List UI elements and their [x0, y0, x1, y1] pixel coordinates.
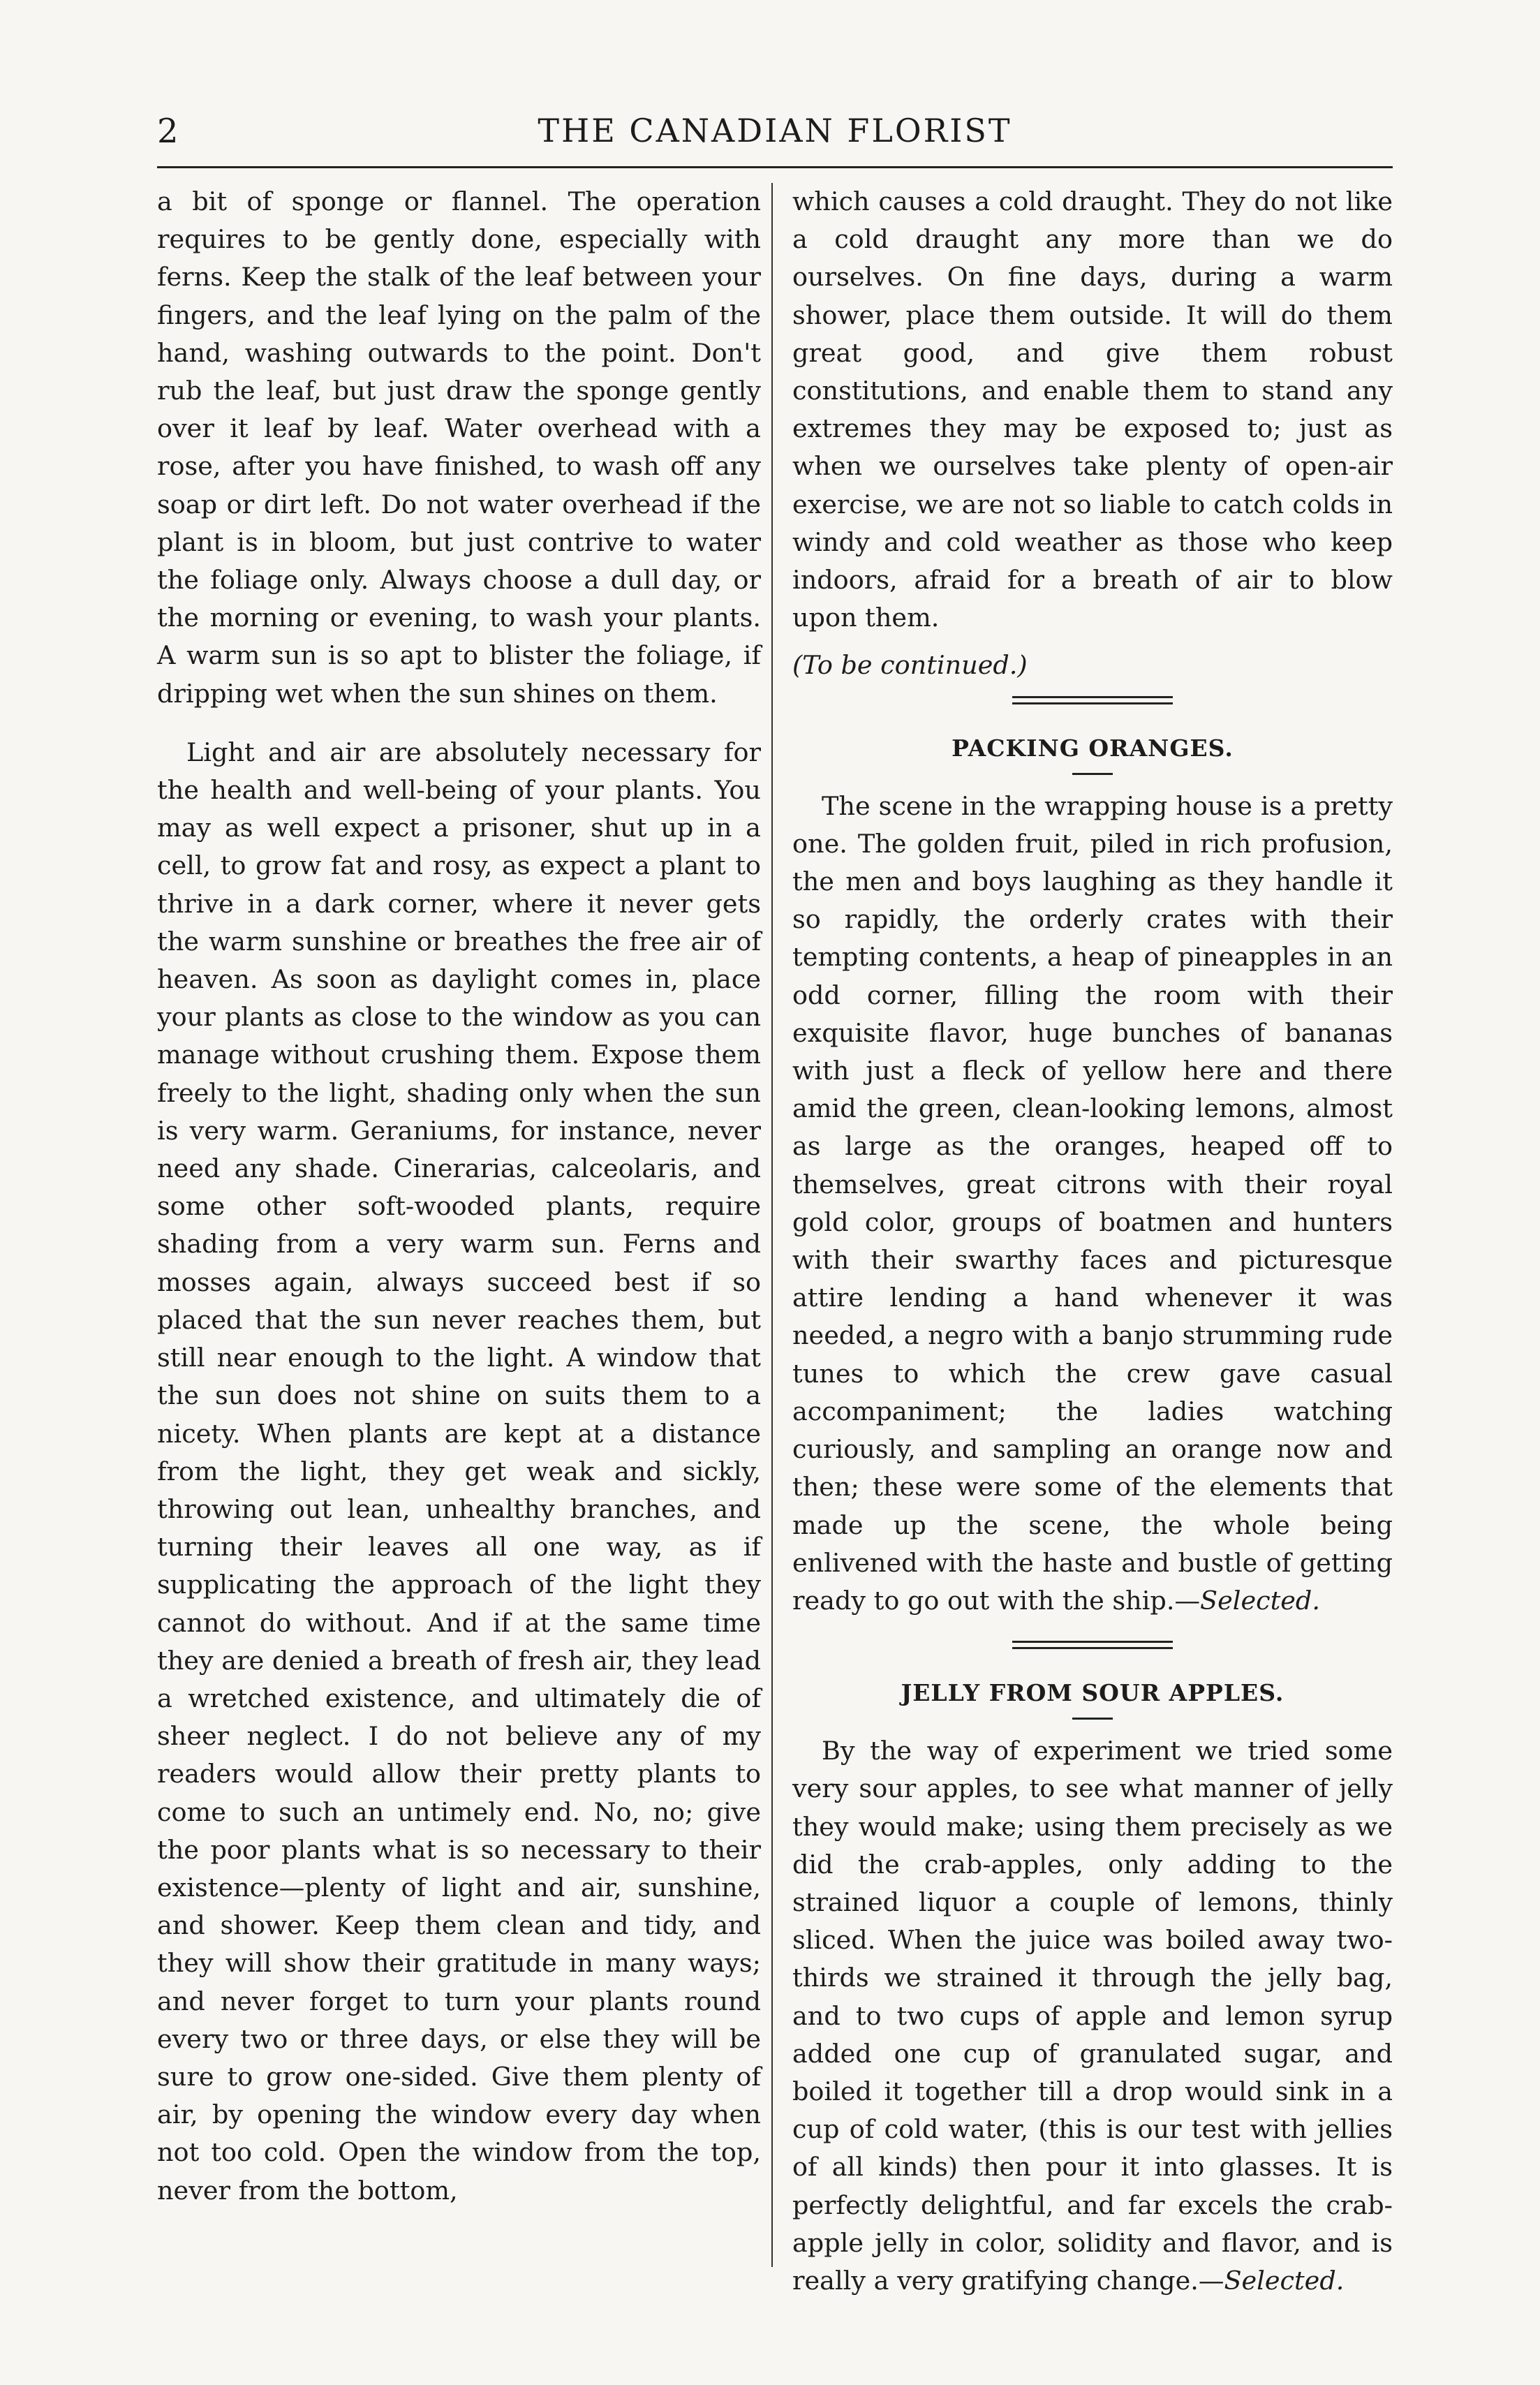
jelly-source: Selected. [1224, 2265, 1345, 2296]
packing-oranges-source: Selected. [1200, 1585, 1320, 1616]
journal-title: THE CANADIAN FLORIST [538, 112, 1012, 149]
jelly-text [792, 1732, 1393, 2300]
page-number: 2 [157, 112, 179, 151]
section-separator [1012, 1641, 1173, 1649]
continued-note: (To be continued.) [792, 650, 1028, 681]
jelly-title: JELLY FROM SOUR APPLES. [901, 1679, 1284, 1707]
packing-oranges-text [792, 788, 1393, 1620]
right-column [792, 183, 1393, 2300]
packing-oranges-body: The scene in the wrapping house is a pretty one. The golden fruit, piled in rich profusion, the men and boys laughing as they handle it so rapidly, the orderly crates with their tempting contents, a heap of pineapples in an odd corner, filling the room with their exquisite flavor, huge bunches of bananas with just a fleck of yellow here and there amid the green, clean-looking lemons, almost as large as the oranges, heaped off to themselves, great citrons with their royal gold color, groups of boatmen and hunters with their swarthy faces and picturesque attire lending a hand whenever it was needed, a negro with a banjo strumming rude tunes to which the crew gave casual accompaniment; the ladies watching curiously, and sampling an orange now and then; these were some of the elements that made up the scene, the whole being enlivened with the haste and bustle of getting ready to go out with the ship.— [792, 790, 1393, 1616]
right-paragraph-1: which causes a cold draught. They do not like a cold draught any more than we do ourselves. On fine days, during a warm shower, place them outside. It will do them great good, and give them robust constitutions, and enable them to stand any extremes they may be exposed to; just as when we ourselves take plenty of open-air exercise, we are not so liable to catch colds in windy and cold weather as those who keep indoors, afraid for a breath of air to blow upon them. [792, 186, 1393, 633]
jelly-body: By the way of experiment we tried some very sour apples, to see what manner of jelly they would make; using them precisely as we did the crab-apples, only adding to the strained liquor a couple of lemons, thinly sliced. When the juice was boiled away two-thirds we strained it through the jelly bag, and to two cups of apple and lemon syrup added one cup of granulated sugar, and boiled it together till a drop would sink in a cup of cold water, (this is our test with jellies of all kinds) then pour it into glasses. It is perfectly delightful, and far excels the crab-apple jelly in color, solidity and flavor, and is really a very gratifying change.— [792, 1736, 1393, 2296]
page-header [157, 105, 1393, 161]
left-column [157, 183, 761, 2210]
column-divider [771, 183, 773, 2267]
header-rule [157, 166, 1393, 168]
packing-oranges-title: PACKING ORANGES. [952, 734, 1234, 762]
title-rule [1072, 773, 1113, 775]
title-rule [1072, 1718, 1113, 1720]
section-separator [1012, 696, 1173, 704]
left-paragraph-2: Light and air are absolutely necessary for the health and well-being of your plants. You may as well expect a prisoner, shut up in a cell, to grow fat and rosy, as expect a plant to thrive in a dark corner, where it never gets the warm sunshine or breathes the free air of heaven. As soon as daylight comes in, place your plants as close to the window as you can manage without crushing them. Expose them freely to the light, shading only when the sun is very warm. Geraniums, for instance, never need any shade. Cinerarias, calceolaris, and some other soft-wooded plants, require shading from a very warm sun. Ferns and mosses again, always succeed best if so placed that the sun never reaches them, but still near enough to the light. A window that the sun does not shine on suits them to a nicety. When plants are kept at a distance from the light, they get weak and sickly, throwing out lean, unhealthy branches, and turning their leaves all one way, as if supplicating the approach of the light they cannot do without. And if at the same time they are denied a breath of fresh air, they lead a wretched existence, and ultimately die of sheer neglect. I do not believe any of my readers would allow their pretty plants to come to such an untimely end. No, no; give the poor plants what is so necessary to their existence—plenty of light and air, sunshine, and shower. Keep them clean and tidy, and they will show their gratitude in many ways; and never forget to turn your plants round every two or three days, or else they will be sure to grow one-sided. Give them plenty of air, by opening the window every day when not too cold. Open the window from the top, never from the bottom, [157, 737, 761, 2206]
left-paragraph-1: a bit of sponge or flannel. The operation requires to be gently done, especially with ferns. Keep the stalk of the leaf between your fingers, and the leaf lying on the palm of the hand, washing outwards to the point. Don't rub the leaf, but just draw the sponge gently over it leaf by leaf. Water overhead with a rose, after you have finished, to wash off any soap or dirt left. Do not water overhead if the plant is in bloom, but just contrive to water the foliage only. Always choose a dull day, or the morning or evening, to wash your plants. A warm sun is so apt to blister the foliage, if dripping wet when the sun shines on them. [157, 186, 761, 709]
